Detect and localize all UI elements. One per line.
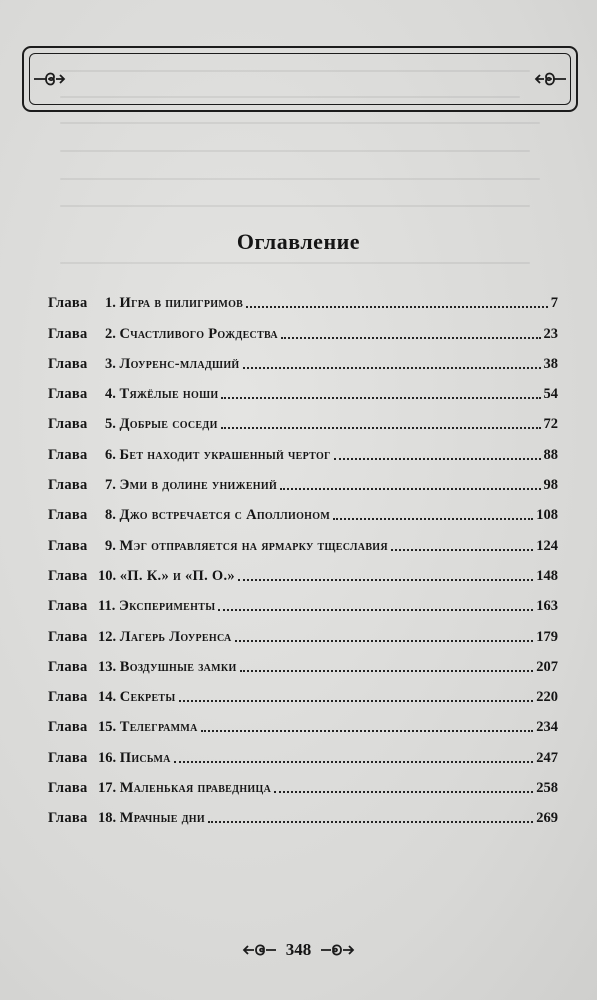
chapter-title-group <box>105 325 278 343</box>
chapter-page-number: 7 <box>550 295 558 312</box>
chapter-title-group <box>98 658 237 676</box>
chapter-title: Воздушные замки <box>119 658 237 675</box>
dot-leader <box>240 669 534 672</box>
chapter-title-group <box>105 415 218 433</box>
chapter-title-group <box>98 718 198 736</box>
chapter-title-group <box>98 597 215 615</box>
chapter-page-number: 234 <box>536 719 558 736</box>
chapter-title: Мрачные дни <box>119 810 205 827</box>
dot-leader <box>218 608 533 611</box>
toc-entry <box>48 494 558 524</box>
chapter-page-number: 247 <box>536 749 558 766</box>
chapter-title-group <box>105 355 240 373</box>
chapter-title-group <box>105 446 331 464</box>
chapter-title: Секреты <box>119 689 176 706</box>
bleed-through-line <box>60 262 530 264</box>
chapter-page-number: 220 <box>536 689 558 706</box>
chapter-number: 18. <box>98 810 117 827</box>
toc-entry <box>48 797 558 827</box>
chapter-number: 5. <box>105 416 116 433</box>
toc-entry <box>48 767 558 797</box>
dot-leader <box>238 578 533 581</box>
chapter-title: Добрые соседи <box>119 416 218 433</box>
chapter-number: 4. <box>105 386 116 403</box>
chapter-title: Письма <box>119 749 171 766</box>
chapter-number: 6. <box>105 446 116 463</box>
chapter-title: Эксперименты <box>118 598 216 615</box>
chapter-number: 15. <box>98 719 117 736</box>
chapter-page-number: 163 <box>536 598 558 615</box>
chapter-title: Лагерь Лоуренса <box>119 628 232 645</box>
chapter-label: Глава <box>48 507 88 524</box>
chapter-title-group <box>105 537 388 555</box>
chapter-page-number: 179 <box>536 628 558 645</box>
dot-leader <box>174 760 534 763</box>
chapter-label: Глава <box>48 689 88 706</box>
chapter-page-number: 72 <box>543 416 558 433</box>
chapter-number: 1. <box>105 295 116 312</box>
chapter-title: «П. К.» и «П. О.» <box>119 567 235 584</box>
chapter-title: Телеграмма <box>119 719 198 736</box>
chapter-number: 8. <box>105 507 116 524</box>
chapter-label: Глава <box>48 446 88 463</box>
chapter-label: Глава <box>48 355 88 372</box>
dot-leader <box>281 336 541 339</box>
page-footer <box>0 938 597 962</box>
chapter-label: Глава <box>48 658 88 675</box>
chapter-label: Глава <box>48 386 88 403</box>
dot-leader <box>391 548 533 551</box>
dot-leader <box>235 639 534 642</box>
toc-entry <box>48 343 558 373</box>
table-of-contents <box>48 282 558 827</box>
chapter-number: 2. <box>105 325 116 342</box>
chapter-title-group <box>98 809 205 827</box>
toc-entry <box>48 282 558 312</box>
chapter-title: Тяжёлые ноши <box>119 386 219 403</box>
toc-entry <box>48 403 558 433</box>
ornament-icon <box>534 67 568 91</box>
ornament-icon <box>242 941 278 959</box>
chapter-page-number: 88 <box>543 446 558 463</box>
chapter-title: Бет находит украшенный чертог <box>119 446 331 463</box>
header-frame <box>22 46 578 112</box>
chapter-title-group <box>98 628 232 646</box>
chapter-label: Глава <box>48 598 88 615</box>
chapter-label: Глава <box>48 567 88 584</box>
chapter-number: 14. <box>98 689 117 706</box>
chapter-title-group <box>105 385 218 403</box>
chapter-page-number: 54 <box>543 386 558 403</box>
chapter-page-number: 148 <box>536 567 558 584</box>
chapter-number: 11. <box>98 598 116 615</box>
chapter-number: 17. <box>98 780 117 797</box>
chapter-number: 12. <box>98 628 117 645</box>
dot-leader <box>179 699 534 702</box>
chapter-number: 16. <box>98 749 117 766</box>
chapter-page-number: 207 <box>536 658 558 675</box>
chapter-title-group <box>105 476 277 494</box>
chapter-number: 3. <box>105 355 116 372</box>
bleed-through-line <box>60 205 530 207</box>
chapter-label: Глава <box>48 719 88 736</box>
dot-leader <box>333 517 533 520</box>
chapter-title: Маленькая праведница <box>119 780 272 797</box>
chapter-page-number: 23 <box>543 325 558 342</box>
chapter-title: Счастливого Рождества <box>119 325 278 342</box>
chapter-label: Глава <box>48 749 88 766</box>
bleed-through-line <box>60 178 540 180</box>
chapter-page-number: 108 <box>536 507 558 524</box>
toc-entry <box>48 433 558 463</box>
chapter-label: Глава <box>48 780 88 797</box>
dot-leader <box>221 426 541 429</box>
chapter-title-group <box>98 779 271 797</box>
dot-leader <box>243 366 541 369</box>
toc-entry <box>48 585 558 615</box>
chapter-title-group <box>98 567 235 585</box>
contents-heading: Оглавление <box>236 229 361 254</box>
chapter-page-number: 258 <box>536 780 558 797</box>
dot-leader <box>334 457 541 460</box>
chapter-number: 13. <box>98 658 117 675</box>
toc-entry <box>48 373 558 403</box>
ornament-icon <box>319 941 355 959</box>
toc-entry <box>48 312 558 342</box>
toc-entry <box>48 706 558 736</box>
chapter-title: Джо встречается с Аполлионом <box>119 507 331 524</box>
toc-entry <box>48 555 558 585</box>
chapter-title: Эми в долине унижений <box>119 477 278 494</box>
chapter-number: 7. <box>105 477 116 494</box>
chapter-title-group <box>98 749 171 767</box>
chapter-title: Лоуренс-младший <box>119 355 240 372</box>
dot-leader <box>246 305 548 308</box>
chapter-label: Глава <box>48 810 88 827</box>
chapter-label: Глава <box>48 416 88 433</box>
chapter-title-group <box>98 688 176 706</box>
chapter-title: Игра в пилигримов <box>119 295 244 312</box>
chapter-number: 10. <box>98 567 117 584</box>
chapter-page-number: 269 <box>536 810 558 827</box>
chapter-label: Глава <box>48 325 88 342</box>
toc-entry <box>48 524 558 554</box>
chapter-title-group <box>105 294 243 312</box>
chapter-page-number: 38 <box>543 355 558 372</box>
chapter-number: 9. <box>105 537 116 554</box>
chapter-label: Глава <box>48 295 88 312</box>
chapter-page-number: 98 <box>543 477 558 494</box>
chapter-label: Глава <box>48 537 88 554</box>
chapter-label: Глава <box>48 477 88 494</box>
dot-leader <box>280 487 540 490</box>
chapter-title: Мэг отправляется на ярмарку тщеславия <box>119 537 388 554</box>
toc-entry <box>48 676 558 706</box>
toc-entry <box>48 736 558 766</box>
chapter-page-number: 124 <box>536 537 558 554</box>
toc-entry <box>48 464 558 494</box>
chapter-title-group <box>105 506 330 524</box>
toc-entry <box>48 646 558 676</box>
bleed-through-line <box>60 150 530 152</box>
dot-leader <box>201 729 534 732</box>
dot-leader <box>208 820 533 823</box>
toc-entry <box>48 615 558 645</box>
page-number: 348 <box>285 940 312 959</box>
dot-leader <box>274 790 533 793</box>
chapter-label: Глава <box>48 628 88 645</box>
dot-leader <box>221 396 540 399</box>
bleed-through-line <box>60 122 540 124</box>
ornament-icon <box>32 67 66 91</box>
